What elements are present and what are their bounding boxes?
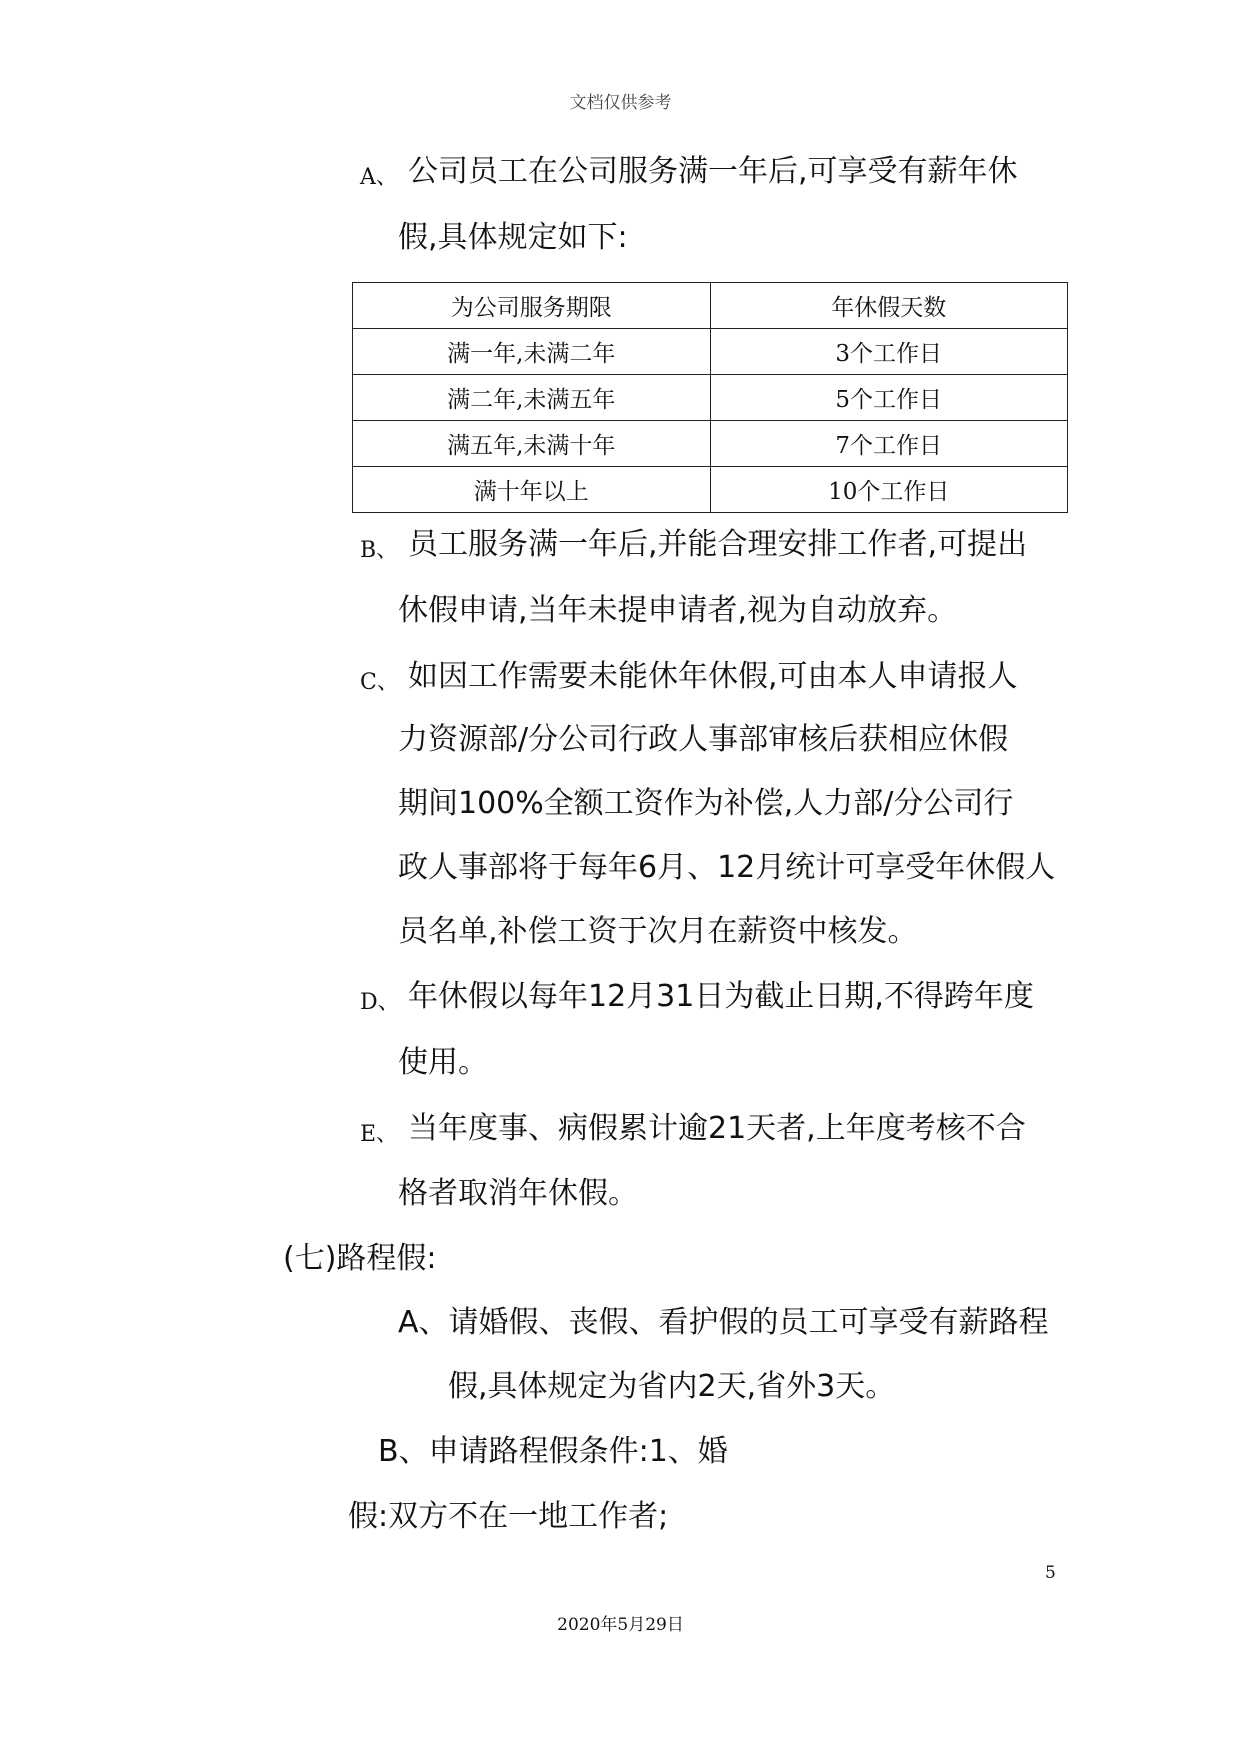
section-c-line-3: 期间100%全额工资作为补偿,人力部/分公司行 — [398, 786, 1014, 821]
leave-days-cell: 7个工作日 — [710, 421, 1068, 467]
section-e-marker: E、 — [360, 1122, 399, 1147]
table-row — [353, 375, 1068, 421]
header-leave-days: 年休假天数 — [710, 283, 1068, 329]
section-c-line-2: 力资源部/分公司行政人事部审核后获相应休假 — [398, 722, 1009, 757]
annual-leave-table — [352, 282, 1068, 513]
table-row — [353, 467, 1068, 513]
section-b-line-2: 休假申请,当年未提申请者,视为自动放弃。 — [398, 593, 958, 628]
travel-b-line-2: 假:双方不在一地工作者; — [348, 1499, 669, 1534]
section-d-marker: D、 — [360, 990, 400, 1015]
section-d-line-1: 年休假以每年12月31日为截止日期,不得跨年度 — [408, 979, 1034, 1014]
leave-days-cell: 10个工作日 — [710, 467, 1068, 513]
section-e-line-2: 格者取消年休假。 — [398, 1176, 638, 1211]
section-c-line-4: 政人事部将于每年6月、12月统计可享受年休假人 — [398, 850, 1056, 885]
section-c-line-5: 员名单,补偿工资于次月在薪资中核发。 — [398, 914, 918, 949]
section-c-line-1: 如因工作需要未能休年休假,可由本人申请报人 — [408, 659, 1018, 694]
table-row — [353, 329, 1068, 375]
section-a-line-1: 公司员工在公司服务满一年后,可享受有薪年休 — [408, 154, 1018, 189]
table-row — [353, 421, 1068, 467]
travel-b-line-1: B、申请路程假条件:1、婚 — [378, 1434, 728, 1469]
travel-a-line-2: 假,具体规定为省内2天,省外3天。 — [448, 1369, 896, 1404]
section-7-heading: (七)路程假: — [283, 1241, 437, 1276]
section-d-line-2: 使用。 — [398, 1045, 488, 1080]
leave-days-cell: 5个工作日 — [710, 375, 1068, 421]
service-period-cell: 满二年,未满五年 — [353, 375, 711, 421]
section-a-marker: A、 — [360, 165, 398, 190]
service-period-cell: 满十年以上 — [353, 467, 711, 513]
document-header-note: 文档仅供参考 — [569, 93, 672, 113]
section-b-marker: B、 — [360, 538, 399, 563]
footer-date: 2020年5月29日 — [557, 1615, 684, 1635]
page-number: 5 — [1045, 1563, 1056, 1583]
section-a-line-2: 假,具体规定如下: — [398, 220, 628, 255]
header-service-period: 为公司服务期限 — [353, 283, 711, 329]
service-period-cell: 满五年,未满十年 — [353, 421, 711, 467]
service-period-cell: 满一年,未满二年 — [353, 329, 711, 375]
travel-a-line-1: A、请婚假、丧假、看护假的员工可享受有薪路程 — [398, 1305, 1049, 1340]
leave-days-cell: 3个工作日 — [710, 329, 1068, 375]
section-c-marker: C、 — [360, 670, 399, 695]
section-b-line-1: 员工服务满一年后,并能合理安排工作者,可提出 — [408, 527, 1028, 562]
table-header-row — [353, 283, 1068, 329]
section-e-line-1: 当年度事、病假累计逾21天者,上年度考核不合 — [408, 1111, 1026, 1146]
